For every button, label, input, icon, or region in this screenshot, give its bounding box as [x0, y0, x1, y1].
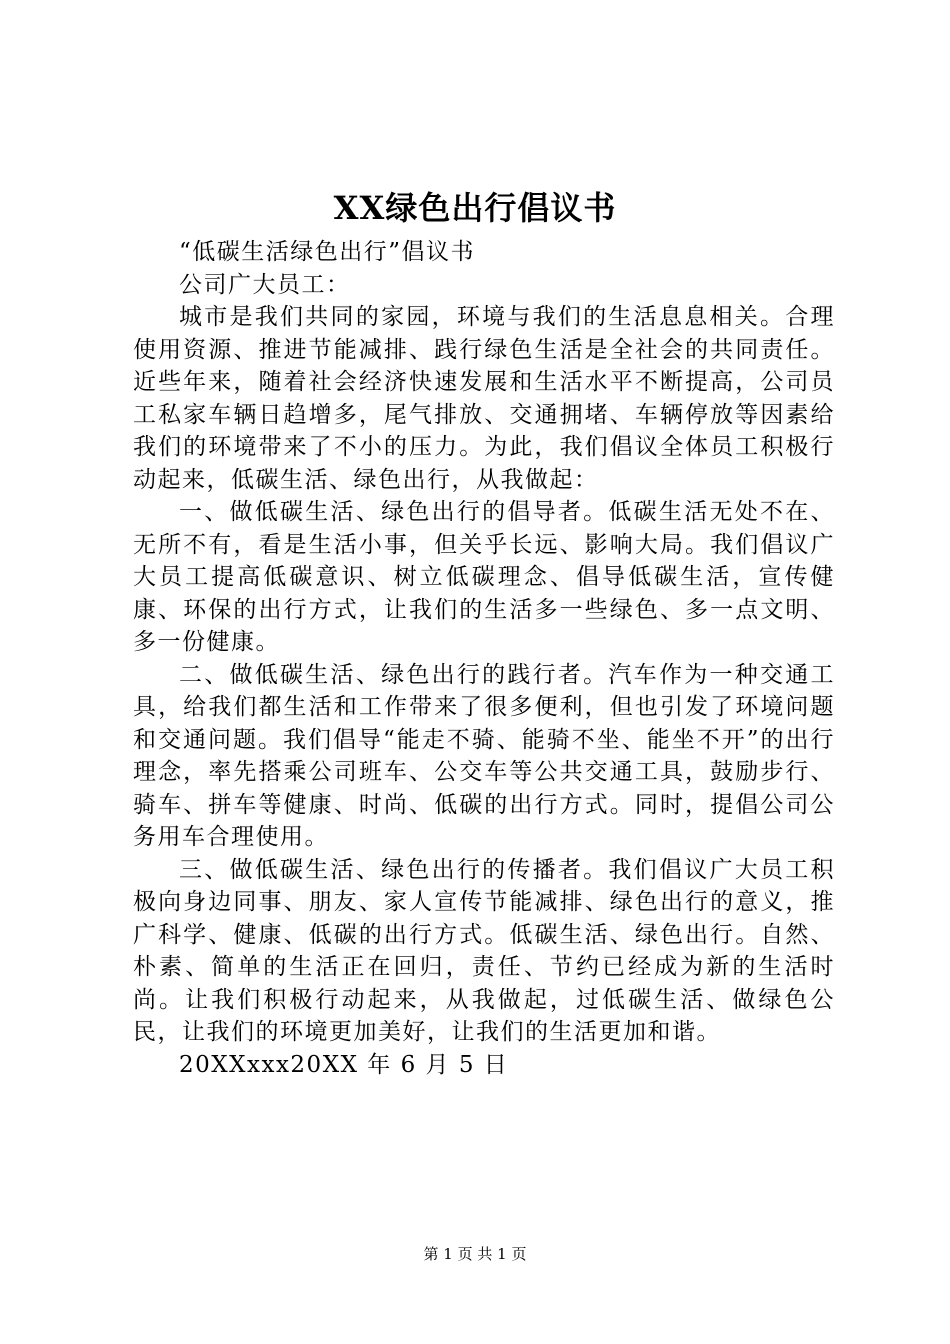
- subtitle-paragraph: “低碳生活绿色出行”倡议书: [179, 239, 476, 265]
- intro-paragraph: 城市是我们共同的家园，环境与我们的生活息息相关。合理使用资源、推进节能减排、践行绿色生活是全社会的共同责任。近些年来，随着社会经济快速发展和生活水平不断提高，公司员工私家车辆日趋增多，尾气排放、交通拥堵、车辆停放等因素给我们的环境带来了不小的压力。为此，我们倡议全体员工积极行动起来，低碳生活、绿色出行，从我做起：: [133, 304, 835, 493]
- point-one-paragraph: 一、做低碳生活、绿色出行的倡导者。低碳生活无处不在、无所不有，看是生活小事，但关乎长远、影响大局。我们倡议广大员工提高低碳意识、树立低碳理念、倡导低碳生活，宣传健康、环保的出行方式，让我们的生活多一些绿色、多一点文明、多一份健康。: [133, 499, 835, 655]
- date-paragraph: 20XXxxx20XX 年 6 月 5 日: [179, 1051, 509, 1078]
- point-two-paragraph: 二、做低碳生活、绿色出行的践行者。汽车作为一种交通工具，给我们都生活和工作带来了很多便利，但也引发了环境问题和交通问题。我们倡导“能走不骑、能骑不坐、能坐不开”的出行理念，率先搭乘公司班车、公交车等公共交通工具，鼓励步行、骑车、拼车等健康、时尚、低碳的出行方式。同时，提倡公司公务用车合理使用。: [133, 661, 835, 850]
- page-number-footer: 第 1 页 共 1 页: [423, 1245, 527, 1263]
- point-three-paragraph: 三、做低碳生活、绿色出行的传播者。我们倡议广大员工积极向身边同事、朋友、家人宣传节能减排、绿色出行的意义，推广科学、健康、低碳的出行方式。低碳生活、绿色出行。自然、朴素、简单的生活正在回归，责任、节约已经成为新的生活时尚。让我们积极行动起来，从我做起，过低碳生活、做绿色公民，让我们的环境更加美好，让我们的生活更加和谐。: [133, 856, 835, 1045]
- salutation-paragraph: 公司广大员工：: [179, 271, 351, 298]
- document-title: XX绿色出行倡议书: [333, 189, 617, 227]
- document-body: [133, 236, 835, 1081]
